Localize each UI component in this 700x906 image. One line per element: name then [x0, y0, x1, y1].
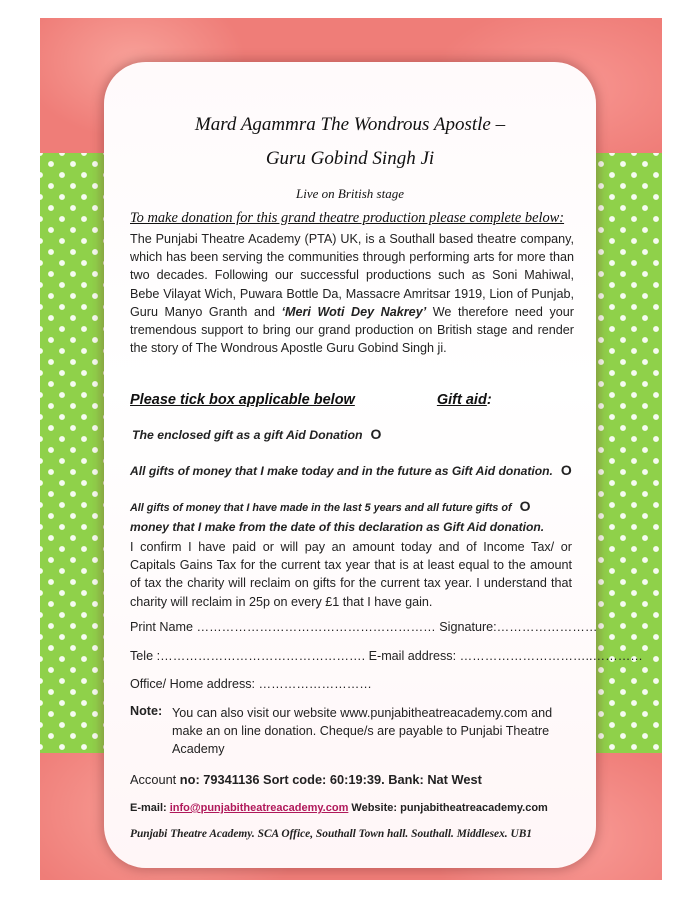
account-label: Account	[130, 772, 177, 787]
footer-address: Punjabi Theatre Academy. SCA Office, Southall Town hall. Southall. Middlesex. UB1	[130, 828, 532, 840]
tick-heading: Please tick box applicable below	[130, 392, 355, 408]
gift-option-3-label-cont: money that I make from the date of this declaration as Gift Aid donation.	[130, 520, 545, 534]
gift-option-3-label: All gifts of money that I have made in the last 5 years and all future gifts of	[130, 502, 512, 514]
gift-option-1[interactable]	[132, 426, 381, 442]
confirm-paragraph: I confirm I have paid or will pay an amount today and of Income Tax/ or Capitals Gains Tax for the current tax year that is at least equal to the amount of tax the charity will reclaim on gifts for the current tax year. I understand that charity will reclaim in 25p on every £1 that I have gain.	[130, 540, 572, 609]
intro-text-1: The Punjabi Theatre Academy (PTA) UK, is a Southall based theatre company, which has been serving the communities through performing arts for more than two decades. Following our successful productions such as Soni Mahiwal, Bebe Vilayat Wich, Puwara Bottle Da, Massacre Amritsar 1919, Lion of Punjab, Guru Manyo Granth and	[130, 232, 574, 319]
tele-email-field[interactable]: Tele :…………………………………………. E-mail address: …………………………..…………	[130, 649, 643, 663]
email-link[interactable]: info@punjabitheatreacademy.com	[169, 802, 349, 814]
email-label: E-mail:	[130, 802, 170, 814]
subtitle: Live on British stage	[296, 186, 404, 201]
gift-option-3[interactable]	[130, 498, 530, 514]
address-field[interactable]: Office/ Home address: ………………………	[130, 677, 372, 691]
gift-aid-colon: :	[486, 392, 492, 408]
gift-option-2-checkbox[interactable]: O	[560, 462, 572, 478]
donation-heading: To make donation for this grand theatre production please complete below:	[130, 210, 565, 226]
gift-option-1-label: The enclosed gift as a gift Aid Donation	[132, 428, 363, 442]
donation-form-card	[104, 62, 643, 868]
page-background	[40, 18, 662, 880]
gift-option-2-label: All gifts of money that I make today and in the future as Gift Aid donation.	[130, 464, 553, 478]
gift-option-2[interactable]	[130, 462, 572, 478]
tick-row	[130, 392, 580, 408]
note-label: Note:	[130, 704, 163, 718]
account-line	[130, 772, 482, 787]
title-line-2: Guru Gobind Singh Ji	[265, 148, 435, 169]
gift-option-3-checkbox[interactable]: O	[519, 498, 531, 514]
intro-text-2: We therefore need your tremendous support to bring our grand production on British stage and render the story of The Wondrous Apostle Guru Gobind Singh ji.	[130, 304, 574, 356]
intro-production-title: ‘Meri Woti Dey Nakrey’	[281, 304, 427, 319]
website-text: Website: punjabitheatreacademy.com	[348, 802, 548, 814]
title-line-1: Mard Agammra The Wondrous Apostle –	[194, 114, 506, 135]
account-details: no: 79341136 Sort code: 60:19:39. Bank: Nat West	[176, 772, 482, 787]
print-name-signature-field[interactable]: Print Name ………………………………………………… Signature:……………………	[130, 620, 598, 634]
note-text: You can also visit our website www.punjabitheatreacademy.com and make an on line donation. Cheque/s are payable to Punjabi Theatre Academy	[172, 706, 553, 757]
contact-line	[130, 802, 548, 814]
gift-aid-label: Gift aid	[436, 392, 487, 408]
intro-paragraph	[130, 230, 574, 357]
gift-option-1-checkbox[interactable]: O	[370, 426, 382, 442]
